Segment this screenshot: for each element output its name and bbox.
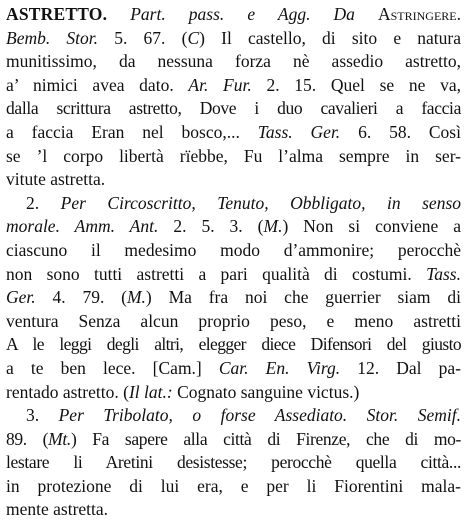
entry-line xyxy=(6,239,461,263)
entry-text: Ger. xyxy=(6,287,36,308)
entry-text: in protezione di lui era, e per li Fiorentini mala- xyxy=(6,475,461,496)
entry-text: 2. 15. Quel se ne va, xyxy=(251,74,461,95)
entry-line xyxy=(6,145,461,169)
entry-text: M. xyxy=(126,287,146,308)
entry-text: ) Non si conviene a xyxy=(282,216,461,237)
entry-line xyxy=(6,475,461,499)
entry-text: Mt. xyxy=(48,428,71,449)
entry-text: Tass. Ger. xyxy=(257,121,341,142)
entry-line xyxy=(6,50,461,74)
entry-text: Per Tribolato, o forse Assediato. Stor. Semif. xyxy=(58,405,462,426)
dictionary-entry xyxy=(6,3,461,522)
entry-line xyxy=(6,357,461,381)
entry-text: non sono tutti astretti a pari qualità di costumi. xyxy=(6,263,427,284)
entry-line xyxy=(6,121,461,145)
entry-line xyxy=(6,192,461,216)
entry-text: 3. xyxy=(26,405,59,426)
entry-text: M. xyxy=(263,216,283,237)
entry-text: Astringere. xyxy=(377,4,461,24)
entry-text: Car. En. Virg. xyxy=(218,357,341,378)
entry-text: 12. Dal pa- xyxy=(340,357,461,378)
entry-text: a te ben lece. [Cam.] xyxy=(6,357,219,378)
entry-text: Ar. Fur. xyxy=(188,74,252,95)
entry-text: a’ nimici avea dato. xyxy=(6,74,189,95)
entry-text: C xyxy=(187,27,200,48)
entry-line xyxy=(6,97,461,121)
entry-text: vitute astretta. xyxy=(6,169,106,190)
entry-line xyxy=(6,428,461,452)
entry-text: Bemb. Stor. xyxy=(6,27,99,48)
entry-text: se ’l corpo libertà rïebbe, Fu l’alma sempre in ser- xyxy=(6,145,461,166)
entry-text: A le leggi degli altri, elegger diece Difensori del giusto xyxy=(6,334,461,355)
entry-line xyxy=(6,215,461,239)
entry-text: ciascuno il medesimo modo d’ammonire; perocchè xyxy=(6,239,461,260)
entry-text: a faccia Eran nel bosco,... xyxy=(6,121,258,142)
entry-text: 89. ( xyxy=(6,428,49,449)
entry-line xyxy=(6,3,461,27)
entry-text: 6. 58. Così xyxy=(340,121,461,142)
entry-text: lestare li Aretini desistesse; perocchè quella città... xyxy=(6,452,461,473)
entry-text: 5. 67. ( xyxy=(98,27,188,48)
entry-text: ) Fa sapere alla città di Firenze, che di mo- xyxy=(70,428,462,449)
entry-line xyxy=(6,168,461,192)
entry-text: Tass. xyxy=(426,263,461,284)
entry-line xyxy=(6,263,461,287)
entry-line xyxy=(6,381,461,405)
entry-line xyxy=(6,27,461,51)
entry-text: mente astretta. xyxy=(6,499,109,520)
entry-text: 2. xyxy=(26,192,61,213)
entry-text: dalla scrittura astretto, Dove i duo cavalieri a faccia xyxy=(6,98,461,119)
entry-text: rentado astretto. ( xyxy=(6,381,129,402)
entry-text: ) Il castello, di sito e natura xyxy=(199,27,462,48)
entry-text: Per Circoscritto, Tenuto, Obbligato, in senso xyxy=(60,192,462,213)
entry-line xyxy=(6,286,461,310)
entry-text: ventura Senza alcun proprio peso, e meno astretti xyxy=(6,310,461,331)
entry-line xyxy=(6,451,461,475)
entry-text: Part. pass. e Agg. Da xyxy=(107,4,378,24)
entry-text: 4. 79. ( xyxy=(35,287,127,308)
entry-text: morale. Amm. Ant. xyxy=(6,216,159,237)
entry-line xyxy=(6,74,461,98)
entry-line xyxy=(6,498,461,522)
entry-text: Il lat.: xyxy=(128,381,173,402)
entry-text: 2. 5. 3. ( xyxy=(158,216,264,237)
entry-line xyxy=(6,333,461,357)
entry-line xyxy=(6,310,461,334)
entry-text: Cognato sanguine victus.) xyxy=(172,381,360,402)
headword: ASTRETTO. xyxy=(6,4,108,24)
entry-text: munitissimo, da nessuna forza nè assedio astretto, xyxy=(6,51,461,72)
entry-line xyxy=(6,404,461,428)
entry-text: ) Ma fra noi che guerrier siam di xyxy=(145,287,461,308)
